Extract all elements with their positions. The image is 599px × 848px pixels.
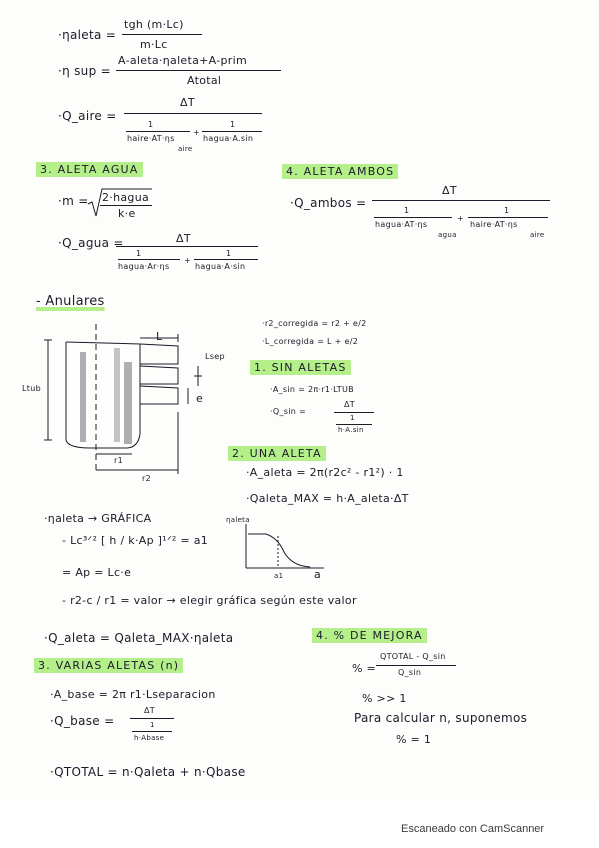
fraction-bar xyxy=(374,217,452,218)
ap-formula: = Ap = Lc·e xyxy=(62,566,132,579)
fraction-bar xyxy=(130,718,174,719)
graph-x-label: a xyxy=(314,568,322,581)
m-eq-num: 2·hagua xyxy=(102,191,150,204)
fraction-bar xyxy=(124,113,262,114)
q-total: ·QTOTAL = n·Qaleta + n·Qbase xyxy=(50,765,246,779)
q-agua-plus: + xyxy=(184,256,192,265)
q-agua-t2d: hagua·A·sin xyxy=(195,262,246,271)
eff-aleta-lhs: ·ηaleta = xyxy=(58,28,117,42)
section-heading-aleta-agua: 3. ALETA AGUA xyxy=(36,162,143,177)
fig-label-lsep: Lsep xyxy=(205,352,225,361)
fig-label-r1: r1 xyxy=(114,456,123,465)
fraction-bar xyxy=(336,424,372,425)
q-aleta: ·Q_aleta = Qaleta_MAX·ηaleta xyxy=(44,631,234,645)
mejora-den: Q_sin xyxy=(398,668,422,677)
fig-label-e: e xyxy=(196,392,204,405)
q-ambos-plus: + xyxy=(457,214,465,223)
fraction-bar xyxy=(126,131,190,132)
r2-corregida: ·r2_corregida = r2 + e/2 xyxy=(262,319,367,328)
q-base-num: ΔT xyxy=(144,706,155,715)
annular-fin-diagram xyxy=(28,322,243,492)
fig-label-r2: r2 xyxy=(142,474,151,483)
section-heading-aleta-ambos: 4. ALETA AMBOS xyxy=(282,164,398,179)
section-heading-varias-aletas: 3. VARIAS ALETAS (n) xyxy=(34,658,183,673)
fraction-bar xyxy=(468,217,548,218)
q-aire-plus: + xyxy=(193,128,201,137)
q-ambos-num: ΔT xyxy=(442,184,457,197)
mejora-para: Para calcular n, suponemos xyxy=(354,711,528,725)
q-base-dn: 1 xyxy=(150,721,155,729)
m-eq-den: k·e xyxy=(118,207,136,220)
q-aire-lhs: ·Q_aire = xyxy=(58,109,117,123)
q-ambos-t2sub: aire xyxy=(530,231,545,239)
q-agua-lhs: ·Q_agua = xyxy=(58,236,124,250)
fig-label-ltub: Ltub xyxy=(22,384,41,393)
q-ambos-t2n: 1 xyxy=(504,206,510,215)
q-agua-num: ΔT xyxy=(176,232,191,245)
a1-formula: - Lc³ᐟ² [ h / k·Ap ]¹ᐟ² = a1 xyxy=(62,534,209,547)
fraction-bar xyxy=(122,34,202,35)
q-aire-num: ΔT xyxy=(180,96,195,109)
eff-aleta-den: m·Lc xyxy=(140,38,168,51)
a-base: ·A_base = 2π r1·Lseparacion xyxy=(50,688,216,701)
scanner-watermark: Escaneado con CamScanner xyxy=(401,823,545,835)
q-sin-lhs: ·Q_sin = xyxy=(270,407,306,416)
fraction-bar xyxy=(376,665,456,666)
fraction-bar xyxy=(132,731,172,732)
fraction-bar xyxy=(100,205,152,206)
q-sin-dn: 1 xyxy=(350,414,355,422)
fraction-bar xyxy=(118,259,180,260)
eff-grafica-title: ·ηaleta → GRÁFICA xyxy=(44,512,152,525)
qaleta-max: ·Qaleta_MAX = h·A_aleta·ΔT xyxy=(246,492,409,505)
ratio-formula: - r2-c / r1 = valor → elegir gráfica según este valor xyxy=(62,594,357,607)
q-aire-t2d: hagua·A.sin xyxy=(203,134,254,143)
fraction-bar xyxy=(372,200,550,201)
q-aire-t2n: 1 xyxy=(230,120,236,129)
q-sin-dd: h·A.sin xyxy=(338,426,364,434)
q-aire-t1d: haire·AT·ηs xyxy=(127,134,175,143)
fig-label-l: L xyxy=(156,330,163,343)
q-aire-t1n: 1 xyxy=(148,120,154,129)
mejora-lhs: % = xyxy=(352,662,377,675)
l-corregida: ·L_corregida = L + e/2 xyxy=(262,337,359,346)
graph-y-label: ηaleta xyxy=(226,516,250,524)
q-agua-t1n: 1 xyxy=(136,249,142,258)
section-heading-anulares: - Anulares xyxy=(36,294,105,309)
q-base-dd: h·Abase xyxy=(134,734,165,742)
eff-sup-lhs: ·η sup = xyxy=(58,64,111,78)
q-agua-t2n: 1 xyxy=(226,249,232,258)
q-ambos-t2d: haire·AT·ηs xyxy=(470,220,518,229)
section-heading-mejora: 4. % DE MEJORA xyxy=(312,628,427,643)
fraction-bar xyxy=(334,412,374,413)
q-ambos-lhs: ·Q_ambos = xyxy=(290,196,367,210)
m-eq-lhs: ·m = xyxy=(58,194,89,208)
eff-sup-num: A-aleta·ηaleta+A-prim xyxy=(118,54,248,67)
eff-sup-den: Atotal xyxy=(187,74,222,87)
mejora-eq1: % = 1 xyxy=(396,733,432,746)
section-heading-una-aleta: 2. UNA ALETA xyxy=(228,446,326,461)
section-heading-sin-aletas: 1. SIN ALETAS xyxy=(250,360,351,375)
q-sin-num: ΔT xyxy=(344,400,355,409)
q-agua-t1d: hagua·Ar·ηs xyxy=(118,262,170,271)
q-ambos-t1d: hagua·AT·ηs xyxy=(375,220,428,229)
q-aire-t1sub: aire xyxy=(178,145,193,153)
a-sin: ·A_sin = 2π·r1·LTUB xyxy=(270,385,354,394)
graph-a1-label: a1 xyxy=(274,572,284,580)
fraction-bar xyxy=(116,246,258,247)
mejora-gg: % >> 1 xyxy=(362,692,407,705)
fraction-bar xyxy=(194,259,258,260)
eff-aleta-num: tgh (m·Lc) xyxy=(124,18,184,31)
fraction-bar xyxy=(116,70,281,71)
q-base-lhs: ·Q_base = xyxy=(50,714,115,728)
q-ambos-t1n: 1 xyxy=(404,206,410,215)
mejora-num: QTOTAL - Q_sin xyxy=(380,652,446,661)
a-aleta: ·A_aleta = 2π(r2c² - r1²) · 1 xyxy=(246,466,404,479)
q-ambos-t1sub: agua xyxy=(438,231,457,239)
fraction-bar xyxy=(202,131,262,132)
